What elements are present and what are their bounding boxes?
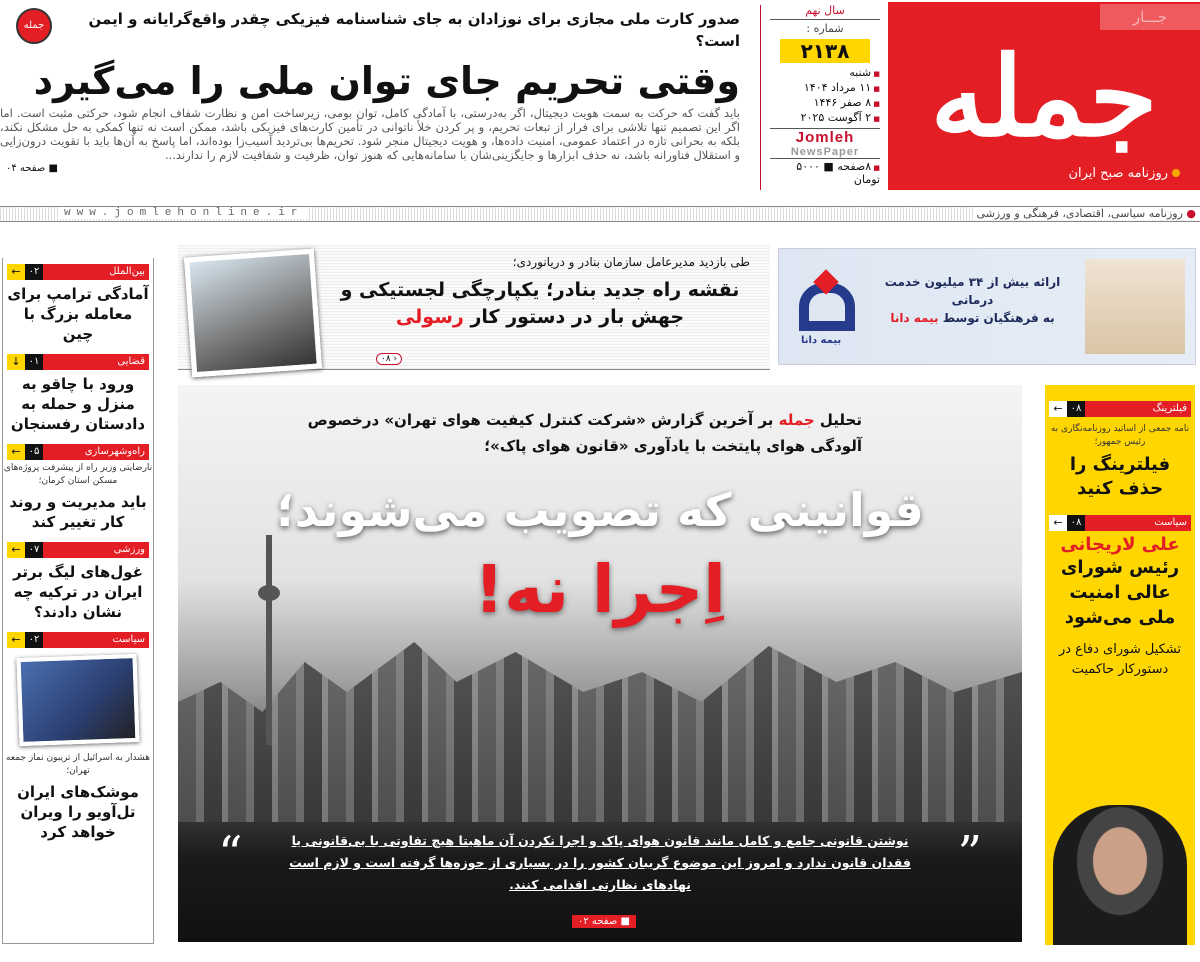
left-column [2, 258, 154, 944]
left-item[interactable] [3, 632, 153, 842]
logo: جمله [930, 32, 1158, 161]
dana-logo-text: بیمه دانا [801, 335, 842, 346]
left-item[interactable] [3, 354, 153, 434]
left-item[interactable] [3, 444, 153, 532]
main-quote: نوشتن قانونی جامع و کامل مانند قانون هوای پاک و اجرا نکردن آن ماهیتا هیچ تفاوتی با بی‌قانونی یا فقدان قانون ندارد و امروز این موضوع گریبان کشور را در بسیاری از حوزه‌ها گرفته است و لازم است نهادهای نظارتی اقدامی کنند. [289, 833, 911, 892]
section-label: بین‌الملل [43, 264, 149, 280]
item-title: موشک‌های ایران تل‌آویو را ویران خواهد کرد [17, 783, 139, 841]
ad-text: ارائه بیش از ۳۴ میلیون خدمت درمانی به فرهنگیان توسط بیمه دانا [884, 275, 1061, 325]
price: ■ ۸صفحه ■ ۵۰۰۰ تومان [770, 159, 880, 187]
date-hijri: ■ ۸ صفر ۱۴۴۶ [770, 95, 880, 110]
date-fa: ■ ۱۱ مرداد ۱۴۰۴ [770, 80, 880, 95]
page-ref: ‹ ۰۸ [376, 353, 402, 365]
main-story[interactable] [178, 385, 1022, 942]
issue-label: شماره : [806, 22, 844, 35]
tagline: ● روزنامه سیاسی، اقتصادی، فرهنگی و ورزشی [973, 207, 1200, 220]
arrow-icon: ← [7, 444, 25, 460]
masthead-logo [888, 2, 1200, 190]
item-title: ورود با چاقو به منزل و حمله به دادستان رفسنجان [10, 375, 146, 433]
page-number: ۰۸ [1067, 515, 1085, 531]
issue-info [770, 2, 880, 187]
larijani-photo [1053, 805, 1187, 945]
section-label: سیاست [1085, 515, 1191, 531]
quote-open-icon: ” [957, 826, 982, 882]
right-item[interactable] [1045, 401, 1195, 501]
story-photo [184, 249, 322, 378]
lead-story[interactable] [0, 0, 760, 176]
right-item[interactable] [1045, 515, 1195, 680]
arrow-icon: ← [7, 632, 25, 648]
story-kicker: طی بازدید مدیرعامل سازمان بنادر و دریانوردی؛ [512, 255, 750, 269]
date-en: ■ ۲ آگوست ۲۰۲۵ [770, 110, 880, 125]
headline-kicker: صدور کارت ملی مجازی برای نوزادان به جای شناسنامه فیزیکی چقدر واقع‌گرایانه و ایمن است؟ [88, 10, 740, 50]
left-item[interactable] [3, 264, 153, 344]
item-kicker: نارضایتی وزیر راه از پیشرفت پروژه‌های مسکن استان کرمان؛ [3, 463, 153, 486]
city-skyline-image [178, 622, 1022, 822]
arrow-icon: ← [1049, 401, 1067, 417]
section-label: ورزشی [43, 542, 149, 558]
section-label: قضایی [43, 354, 149, 370]
brand-en2: NewsPaper [770, 146, 880, 159]
item-kicker: هشدار به اسرائیل از تریبون نماز جمعه تهران؛ [6, 753, 150, 776]
arrow-icon: ← [7, 542, 25, 558]
slogan: روزنامه صبح ایران [1068, 166, 1180, 181]
tagline-strip [0, 206, 1200, 222]
arrow-icon: ← [1049, 515, 1067, 531]
main-title: قوانینی که تصویب می‌شوند؛ [276, 483, 924, 537]
item-title: فیلترینگ را حذف کنید [1069, 454, 1171, 499]
section-label: فیلترینگ [1085, 401, 1191, 417]
right-column [1045, 385, 1195, 945]
issue-number: ۲۱۳۸ [780, 39, 870, 63]
page-ref: ■ صفحه ۰۴ [6, 163, 58, 174]
quote-close-icon: “ [218, 826, 243, 882]
medical-blocks-image [1085, 259, 1185, 354]
page-ref: ■ صفحه ۰۲ [572, 915, 636, 928]
page-number: ۰۱ [25, 354, 43, 370]
section-label: راه‌وشهرسازی [43, 444, 149, 460]
cleric-photo [17, 654, 140, 746]
page-number: ۰۲ [25, 264, 43, 280]
headline-lead: باید گفت که حرکت به سمت هویت دیجیتال، اگر به‌درستی، با آمادگی کامل، توان بومی، زیرساخت امن و نظارت شفاف انجام شود، حرکتی مثبت است. اما اگر این تصمیم تنها تلاشی برای فرار از تبعات تحریم، و پر کردن خلأ ناتوانی در تأمین کارت‌های فیزیکی باشد، ممکن است نه تنها کمکی به حل مشکل نکند، بلکه به بحرانی تازه در اعتماد عمومی، امنیت داده‌ها، و هویت دیجیتال منجر شود. تحریم‌ها بی‌تردید آسیب‌زا بوده‌اند، اما پاسخ به آن‌ها باید با تقویت درون‌زایی و استقلال فناورانه باشد، نه حذف ابزارها و جایگزینی‌شان با سامانه‌هایی که هنوز توان، ظرفیت و شفافیت لازم را ندارند... [0, 106, 740, 162]
story-title: نقشه راه جدید بنادر؛ یکپارچگی لجستیکی و جهش بار در دستور کار رسولی [340, 279, 740, 328]
headline-title: وقتی تحریم جای توان ملی را می‌گیرد [33, 59, 740, 103]
left-item[interactable] [3, 542, 153, 622]
page-number: ۰۵ [25, 444, 43, 460]
website[interactable]: www.jomlehonline.ir [60, 207, 307, 219]
ad-bimeh-dana[interactable] [778, 248, 1196, 365]
item-kicker: نامه جمعی از اساتید روزنامه‌نگاری به رئیس جمهور؛ [1050, 424, 1190, 447]
item-title: غول‌های لیگ برتر ایران در ترکیه چه نشان دادند؟ [13, 563, 143, 621]
item-title: رئیس شورای عالی امنیت ملی می‌شود [1060, 557, 1180, 628]
jar-badge: جـــار [1100, 4, 1200, 30]
brand-en: Jomleh [770, 128, 880, 146]
page-number: ۰۸ [1067, 401, 1085, 417]
story-ports[interactable] [178, 245, 770, 370]
item-sub: تشکیل شورای دفاع در دستورکار حاکمیت [1058, 642, 1182, 677]
arrow-down-icon: ↓ [7, 354, 25, 370]
main-kicker: تحلیل جمله بر آخرین گزارش «شرکت کنترل کیفیت هوای تهران» درخصوص آلودگی هوای پایتخت با یادآوری «قانون هوای پاک»؛ [307, 411, 862, 455]
arrow-icon: ← [7, 264, 25, 280]
day: ■ شنبه [770, 65, 880, 80]
jomleh-badge: جمله [16, 8, 52, 44]
divider [760, 5, 761, 190]
item-title: باید مدیریت و روند کار تغییر کند [9, 493, 147, 531]
page-number: ۰۷ [25, 542, 43, 558]
section-label: سیاست [43, 632, 149, 648]
page-number: ۰۲ [25, 632, 43, 648]
item-title-red: علی لاریجانی [1060, 534, 1180, 555]
main-title-red: اِجرا نه! [474, 551, 726, 628]
year: سال نهم [770, 2, 880, 20]
item-title: آمادگی ترامپ برای معامله بزرگ با چین [7, 285, 149, 343]
